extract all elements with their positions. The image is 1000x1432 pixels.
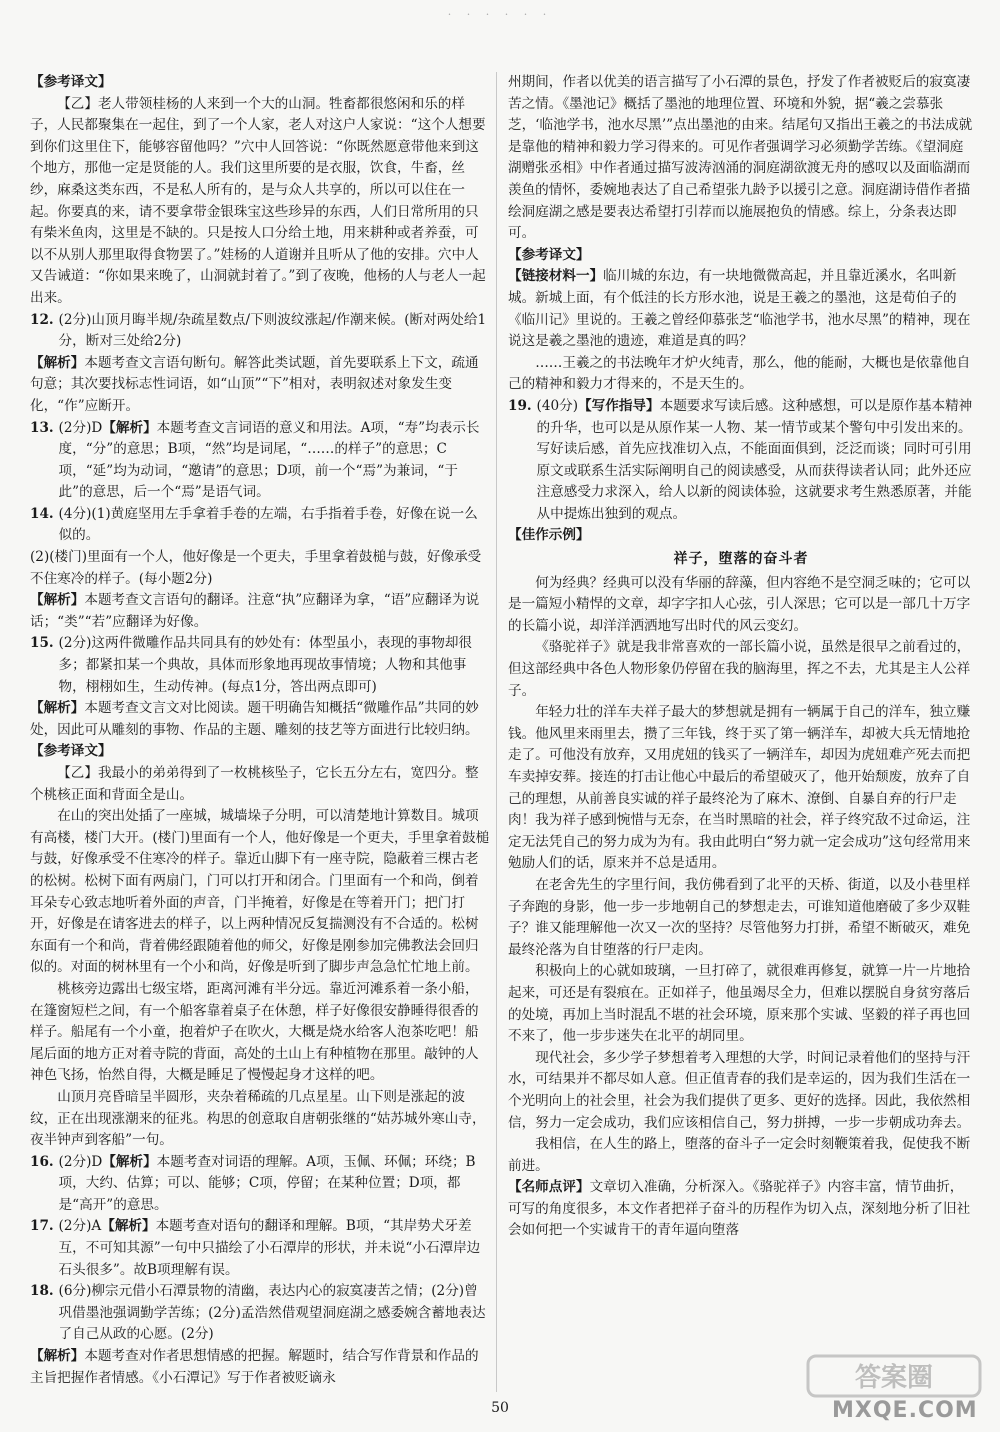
page-header-mark: · · · · · · (447, 8, 553, 21)
question-number: 16. (30, 1153, 54, 1170)
question-number: 14. (30, 505, 54, 522)
question-number: 12. (30, 311, 54, 328)
reference-translation-label: 【 参考译文 】 (508, 245, 974, 267)
question-number: 15. (30, 635, 54, 652)
answer-text: (2分)山顶月晦半规/杂疏星数点/下则波纹涨起/作潮来候。(断对两处给1分，断对三处给2分) (58, 311, 487, 350)
analysis-tag: 【 解析 】 (102, 1154, 156, 1170)
link-material-text-2: ……王羲之的书法晚年才炉火纯青，那么，他的能耐，大概也是依靠他自己的精神和毅力才得来的，不是天生的。 (508, 354, 971, 393)
analysis-text: 本题考查对作者思想情感的把握。解题时，结合写作背景和作品的主旨把握作者情感。《小石潭记》写于作者被贬谪永 (30, 1348, 479, 1386)
svg-text:答案圈: 答案圈 (854, 1363, 934, 1393)
teacher-review-text: 文章切入准确，分析深入。《骆驼祥子》内容丰富，情节曲折，可写的角度很多，本文作者把祥子奋斗的历程作为切入点，深刻地分析了旧社会如何把一个实诚肯干的青年逼向堕落 (508, 1179, 971, 1239)
question-14 (30, 504, 490, 547)
reference-translation-text: 【乙】老人带领桂杨的人来到一个大的山洞。牲畜都很悠闲和乐的样子，人民都聚集在一起住，到了一个人家，老人对这户人家说：“这个人想要到你们这里住下，能够容留他吗？”穴中人回答说：“你既然愿意带他来到这个地方，那他一定是贤能的人。我们这里所要的是衣服，饮食，牛畜，丝纱，麻桑这类东西，不是私人所有的，是与众人共享的，所以可以住在一起。你要真的来，请不要拿带金银珠宝这些珍异的东西，人们日常所用的只有柴米鱼肉，这里是不缺的。只是按人口分给土地，用来耕种或者养蚕，可以不从别人那里取得食物罢了。”娃杨的人道谢并且听从了他的安排。穴中人又告诫道：“你如果来晚了，山洞就封着了。”到了夜晚，他杨的人与老人一起出来。 (30, 95, 486, 306)
analysis-tag: 【 解析 】 (30, 700, 84, 716)
question-number: 18. (30, 1283, 54, 1300)
essay-paragraph: 积极向上的心就如玻璃，一旦打碎了，就很难再修复，就算一片一片地拾起来，可还是有裂痕在。正如祥子，他虽竭尽全力，但难以摆脱自身贫穷落后的处境，再加上当时混乱不堪的社会环境，原来那个实诚、坚毅的祥子再也回不来了，他一步步迷失在北平的胡同里。 (508, 963, 971, 1045)
analysis-tag: 【 解析 】 (102, 420, 156, 436)
answer-text: (2分)D (58, 419, 103, 436)
answer-text: (2分)D (58, 1153, 103, 1170)
page-number: 50 (491, 1400, 509, 1416)
question-score: (40分) (536, 397, 579, 414)
column-divider (496, 72, 497, 1392)
writing-guide-text: 本题要求写读后感。这种感想，可以是原作基本精神的升华，也可以是从原作某一人物、某一情节或某个警句中引发出来的。写好读后感，首先应找准切入点，不能面面俱到，泛泛而谈；同时可引用原文或联系生活实际阐明自己的阅读感受，从而获得读者认同；此外还应注意感受力求深入，给人以新的阅读体验，这就要求考生熟悉原著，并能从中提炼出独到的观点。 (536, 397, 973, 522)
right-column (508, 72, 974, 1242)
essay-paragraph: 在老舍先生的字里行间，我仿佛看到了北平的天桥、街道，以及小巷里样子奔跑的身影，他一步一步地朝自己的梦想走去，可谁知道他磨破了多少双鞋子？谁又能理解他一次又一次的坚持？尽管他努力打拼，希望不断破灭，难免最终沦落为自甘堕落的行尸走肉。 (508, 876, 971, 958)
translation-paragraph: 桃核旁边露出七级宝塔，距离河滩有半分远。靠近河滩系着一条小船，在篷窗短栏之间，有一个船客靠着桌子在休憩，样子好像很安静睡得很香的样子。船尾有一个小童，抱着炉子在吹火，大概是烧水给客人泡茶吃吧！船尾后面的地方正对着寺院的背面，高处的土山上有种植物在那里。敲钟的人神色飞扬，怡然自得，大概是睡足了慢慢起身才这样的吧。 (30, 980, 479, 1084)
teacher-review-tag: 【 名师点评 】 (508, 1179, 590, 1195)
answer-text-2: (2)(楼门)里面有一个人，他好像是一个更夫，手里拿着鼓槌与鼓，好像承受不住寒冷的样子。(每小题2分) (30, 549, 482, 587)
essay-paragraph: 何为经典？经典可以没有华丽的辞藻，但内容绝不是空洞乏味的；它可以是一篇短小精悍的文章，却字字扣人心弦，引人深思；它可以是一部几十万字的长篇小说，却洋洋洒洒地写出时代的风云变幻。 (508, 574, 971, 634)
question-15 (30, 633, 490, 698)
reference-translation-label: 【 参考译文 】 (30, 741, 490, 763)
watermark-url: MXQE.COM (832, 1398, 978, 1423)
analysis-text: 本题考查文言语句的翻译。注意“执”应翻译为拿，“语”应翻译为说话；“类”“若”应翻译为好像。 (30, 592, 480, 630)
essay-title: 祥子，堕落的奋斗者 (673, 551, 809, 568)
translation-paragraph: 山顶月亮昏暗呈半圆形，夹杂着稀疏的几点星星。山下则是涨起的波纹，正在出现涨潮来的征兆。构思的创意取自唐朝张继的“姑苏城外寒山寺，夜半钟声到客船”一句。 (30, 1088, 486, 1149)
analysis-text: 本题考查文言文对比阅读。题干明确告知概括“微雕作品”共同的妙处，因此可从雕刻的事物、作品的主题、雕刻的技艺等方面进行比较归纳。 (30, 700, 479, 738)
analysis-tag: 【 解析 】 (30, 355, 84, 371)
question-number: 17. (30, 1218, 54, 1235)
question-16 (30, 1152, 490, 1217)
question-number: 19. (508, 397, 532, 414)
essay-paragraph: 我相信，在人生的路上，堕落的奋斗子一定会时刻鞭策着我，促使我不断前进。 (508, 1136, 971, 1174)
analysis-text: 本题考查对语句的翻译和理解。B项，“其岸势犬牙差互，不可知其源”一句中只描绘了小石潭岸的形状，并未说“小石潭岸边石头很多”。故B项理解有误。 (58, 1218, 481, 1278)
question-19 (508, 396, 974, 526)
left-column (30, 72, 490, 1389)
answer-text: (4分)(1)黄庭坚用左手拿着手卷的左端，右手指着手卷，好像在说一么似的。 (58, 505, 478, 544)
reference-translation-label: 【 参考译文 】 (30, 72, 490, 94)
link-material-text: 临川城的东边，有一块地微微高起，并且靠近溪水，名叫新城。新城上面，有个低洼的长方形水池，说是王羲之的墨池，这是荀伯子的《临川记》里说的。王羲之曾经仰慕张芝“临池学书，池水尽黑”的精神，现在说这是羲之墨池的遗迹，难道是真的吗？ (508, 268, 971, 350)
essay-paragraph: 年轻力壮的洋车夫祥子最大的梦想就是拥有一辆属于自己的洋车，独立赚钱。他风里来雨里去，攒了三年钱，终于买了第一辆洋车，却被大兵无情地抢走了。可他没有放弃，又用虎妞的钱买了一辆洋车，却因为虎妞难产死去而把车卖掉安葬。接连的打击让他心中最后的希望破灭了，他开始颓废，放弃了自己的理想，从前善良实诚的祥子最终沦为了麻木、潦倒、自暴自弃的行尸走肉！我为祥子感到惋惜与无奈，在当时黑暗的社会，祥子终究敌不过命运，注定无法凭自己的努力成为为有。我由此明白“努力就一定会成功”这句经常用来勉励人们的话，原来并不总是适用。 (508, 704, 971, 872)
essay-paragraph: 《骆驼祥子》就是我非常喜欢的一部长篇小说，虽然是很早之前看过的，但这部经典中各色人物形象仍停留在我的脑海里，挥之不去，尤其是主人公祥子。 (508, 639, 971, 699)
question-12 (30, 310, 490, 353)
answer-text: (6分)柳宗元借小石潭景物的清幽，表达内心的寂寞凄苦之情；(2分)曾巩借墨池强调勤学苦练；(2分)孟浩然借观望洞庭湖之感委婉含蓄地表达了自己从政的心愿。(2分) (58, 1283, 486, 1343)
analysis-continued: 州期间，作者以优美的语言描写了小石潭的景色，抒发了作者被贬后的寂寞凄苦之情。《墨池记》概括了墨池的地理位置、环境和外貌，据“羲之尝慕张芝，‘临池学书，池水尽黑’”点出墨池的由来。结尾句又指出王羲之的书法成就是靠他的精神和毅力学习得来的。可见作者强调学习必须勤学苦练。《望洞庭湖赠张丞相》中作者通过描写波涛汹涌的洞庭湖欲渡无舟的感叹以及面临湖而羡鱼的情怀，委婉地表达了自己希望张九龄予以援引之意。洞庭湖诗借作者描绘洞庭湖之感是要表达希望打引荐而以施展抱负的情感。综上，分条表达即可。 (508, 74, 973, 242)
answer-text: (2分)A (58, 1218, 102, 1235)
analysis-tag: 【 解析 】 (101, 1218, 155, 1234)
question-18 (30, 1281, 490, 1346)
translation-paragraph: 在山的突出处插了一座城，城墙垛子分明，可以清楚地计算数目。城项有高楼，楼门大开。(楼门)里面有一个人，他好像是一个更夫，手里拿着鼓槌与鼓，好像承受不住寒冷的样子。靠近山脚下有一座寺院，隐蔽着三棵古老的松树。松树下面有两扇门，门可以打开和闭合。门里面有一个和尚，倒着耳朵专心致志地听着外面的声音，门半掩着，好像是在等着开门；把门打开，好像是在请客进去的样子，以上两种情况反复揣测没有不合适的。松树东面有一个和尚，背着佛经跟随着他的师父，好像是刚参加完佛教法会回归似的。对面的树林里有一个小和尚，好像是听到了脚步声急急忙忙地上前。 (30, 808, 490, 976)
sample-essay-label: 【 佳作示例 】 (508, 525, 974, 547)
link-material-tag: 【 链接材料一 】 (508, 268, 603, 284)
analysis-text: 本题考查对词语的理解。A项，玉佩、环佩；环绕；B项，大约、估算；可以、能够；C项，停留；在某种位置；D项，都是“高开”的意思。 (58, 1153, 476, 1213)
question-number: 13. (30, 419, 54, 436)
answer-text: (2分)这两件微雕作品共同具有的妙处有：体型虽小，表现的事物却很多；都紧扣某一个典故，具体而形象地再现故事情境；人物和其他事物，栩栩如生，生动传神。(每点1分，答出两点即可) (58, 635, 473, 695)
analysis-tag: 【 解析 】 (30, 592, 84, 608)
question-17 (30, 1216, 490, 1281)
analysis-tag: 【 解析 】 (30, 1348, 84, 1364)
essay-paragraph: 现代社会，多少学子梦想着考入理想的大学，时间记录着他们的坚持与汗水，可结果并不都尽如人意。但正值青春的我们是幸运的，因为我们生活在一个光明向上的社会里，社会为我们提供了更多、更好的选择。因此，我依然相信，努力一定会成功，我们应该相信自己，努力拼搏，一步一步朝成功奔去。 (508, 1049, 971, 1131)
writing-guide-tag: 【 写作指导 】 (578, 398, 660, 414)
question-13 (30, 418, 490, 504)
analysis-text: 本题考查文言词语的意义和用法。A项，“寿”均表示长度，“分”的意思；B项，“然”均是词尾，“……的样子”的意思；C项，“延”均为动词，“邀请”的意思；D项，前一个“焉”为兼词，“于此”的意思，后一个“焉”是语气词。 (58, 419, 480, 501)
translation-paragraph: 【乙】我最小的弟弟得到了一枚桃核坠子，它长五分左右，宽四分。整个桃核正面和背面全是山。 (30, 765, 479, 803)
analysis-text: 本题考查文言语句断句。解答此类试题，首先要联系上下文，疏通句意；其次要找标志性词语，如“山顶”“下”相对，表明叙述对象发生变化，“作”应断开。 (30, 354, 479, 414)
